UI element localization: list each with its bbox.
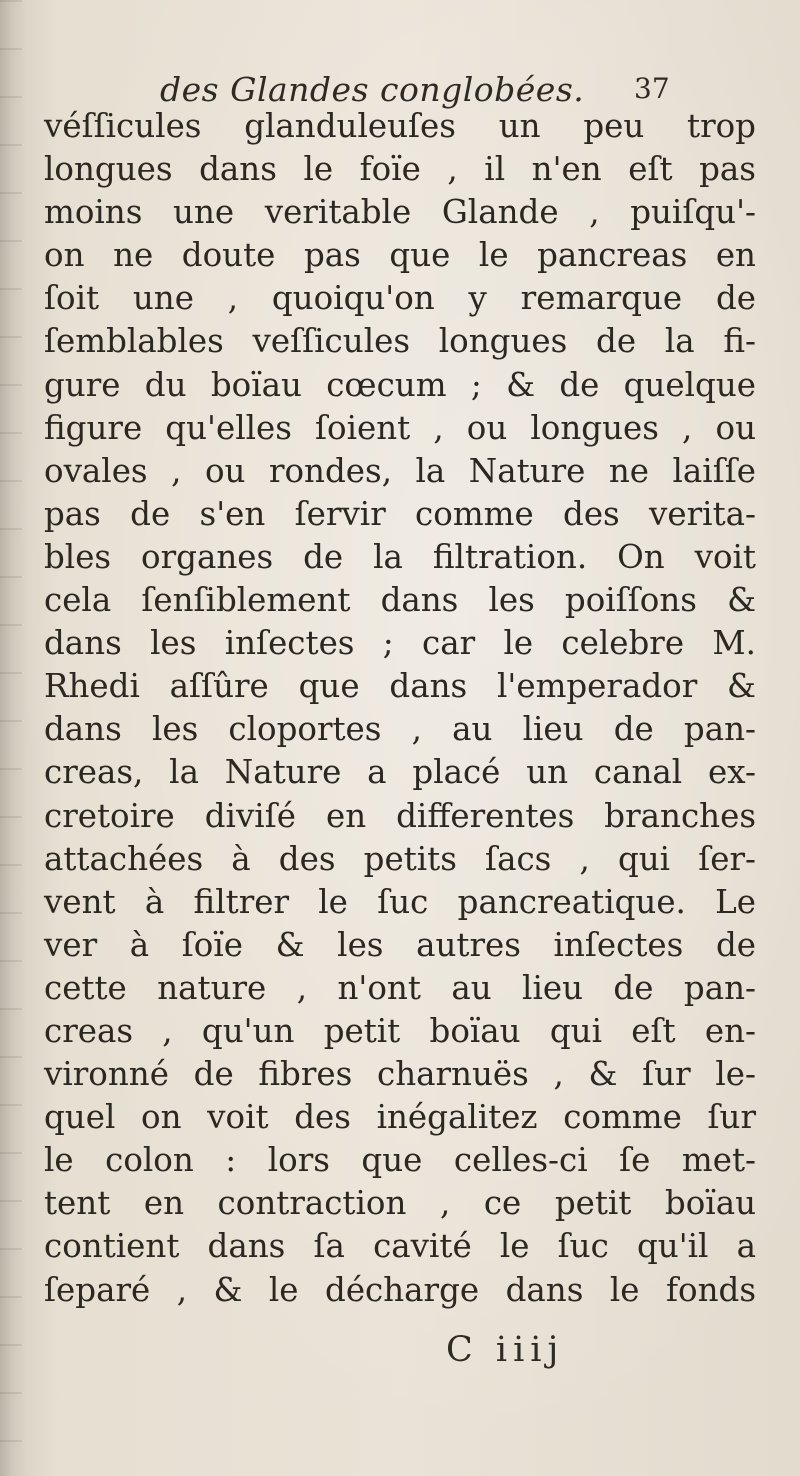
text-line: creas , qu'un petit boïau qui eſt en- — [44, 1011, 756, 1050]
text-line: contient dans ſa cavité le ſuc qu'il a — [44, 1227, 756, 1266]
text-line: véſſicules glanduleuſes un peu trop — [44, 107, 756, 145]
text-line: tent en contraction , ce petit boïau — [44, 1184, 756, 1223]
text-line: dans les inſectes ; car le celebre M. — [44, 624, 756, 663]
text-line: moins une veritable Glande , puiſqu'- — [44, 193, 756, 232]
text-line: ſeparé , & le décharge dans le fonds — [44, 1270, 756, 1309]
text-line: cette nature , n'ont au lieu de pan- — [44, 968, 756, 1007]
text-line: quel on voit des inégalitez comme ſur — [44, 1098, 756, 1137]
text-line: Rhedi aſſûre que dans l'emperador & — [44, 667, 756, 706]
text-line: ſemblables veſſicules longues de la fi- — [44, 322, 756, 361]
signature-mark: C iiij — [446, 1330, 565, 1370]
text-line: creas, la Nature a placé un canal ex- — [44, 753, 756, 792]
text-line: on ne doute pas que le pancreas en — [44, 236, 756, 275]
text-line: figure qu'elles ſoient , ou longues , ou — [44, 408, 756, 447]
text-line: dans les cloportes , au lieu de pan- — [44, 710, 756, 749]
text-line: ovales , ou rondes, la Nature ne laiſſe — [44, 451, 756, 490]
text-line: pas de s'en ſervir comme des verita- — [44, 494, 756, 533]
running-head: des Glandes conglobées. — [160, 70, 585, 109]
text-line: vent à filtrer le ſuc pancreatique. Le — [44, 882, 756, 921]
text-line: cretoire diviſé en differentes branches — [44, 796, 756, 835]
text-line: le colon : lors que celles-ci ſe met- — [44, 1141, 756, 1180]
page-gutter — [0, 0, 22, 1476]
text-line: ſoit une , quoiqu'on y remarque de — [44, 279, 756, 318]
body-text — [44, 105, 756, 1312]
text-line: attachées à des petits ſacs , qui ſer- — [44, 839, 756, 878]
text-line: cela ſenſiblement dans les poiſſons & — [44, 581, 756, 620]
page-number: 37 — [634, 72, 670, 105]
text-line: vironné de fibres charnuës , & ſur le- — [44, 1055, 756, 1094]
text-line: bles organes de la filtration. On voit — [44, 537, 756, 576]
text-line: ver à ſoïe & les autres inſectes de — [44, 925, 756, 964]
text-line: longues dans le foïe , il n'en eſt pas — [44, 150, 756, 189]
text-line: gure du boïau cœcum ; & de quelque — [44, 365, 756, 404]
